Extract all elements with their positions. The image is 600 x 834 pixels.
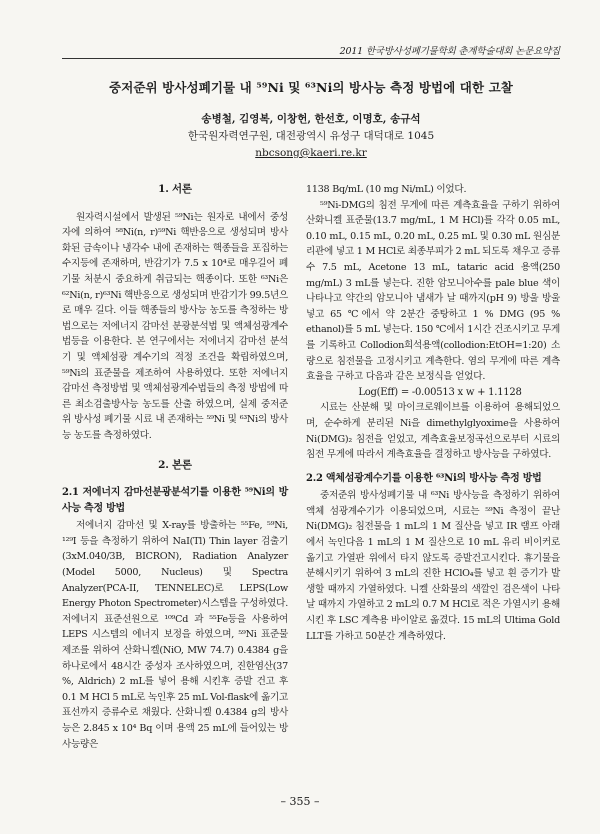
body-heading: 2. 본론 [158, 458, 192, 471]
left-column [62, 182, 288, 752]
correction-formula: Log(Eff) = -0.00513 x w + 1.1128 [358, 386, 522, 398]
author-names: 송병철, 김영복, 이창헌, 한선호, 이명호, 송규석 [201, 113, 421, 125]
author-affiliation: 한국원자력연구원, 대전광역시 유성구 대덕대로 1045 [187, 130, 435, 142]
conference-header: 2011 한국방사성폐기물학회 춘계학술대회 논문요약집 [339, 46, 560, 57]
subsection-1-paragraph: 저에너지 감마선 및 X-ray를 방출하는 ⁵⁵Fe, ⁵⁹Ni, ¹²⁹I 등을 측정하기 위하여 NaI(Tl) Thin layer 검출기(3xM.040/3B, BICRON), Radiation Analyzer (Model 5000, Nucleus) 및 Spectra Analyzer(PCA-II, TENNELEC)로 LEPS(Low Energy Photon Spectrometer)시스템을 구성하였다. 저에너지 표준선원으로 ¹⁰⁹Cd 과 ⁵⁵Fe등을 사용하여 LEPS 시스템의 에너지 보정을 하였으며, ⁵⁹Ni 표준물 제조를 위하여 산화니켈(NiO, MW 74.7) 0.4384 g을 하나로에서 48시간 중성자 조사하였으며, 진한염산(37 %, Aldrich) 2 mL를 넣어 용해 시킨후 증발 건고 후 0.1 M HCl 5 mL로 녹인후 25 mL Vol-flask에 옮기고 표선까지 증류수로 채웠다. 산화니켈 0.4384 g의 방사능은 2.845 x 10⁴ Bq 이며 용액 25 mL에 들어있는 방사능량은 [62, 520, 288, 750]
page-number: – 355 – [280, 795, 320, 808]
intro-paragraph: 원자력시설에서 발생된 ⁵⁹Ni는 원자로 내에서 중성자에 의하여 ⁵⁸Ni(n, r)⁵⁹Ni 핵반응으로 생성되며 방사화된 금속이나 냉각수 내에 존재하는 핵종들을 포집하는 수지등에 존재하며, 반감기가 7.5 x 10⁴로 매우길어 폐기물 처분시 중요하게 취급되는 핵종이다. 또한 ⁶³Ni은 ⁶²Ni(n, r)⁶³Ni 핵반응으로 생성되며 반감기가 99.5년으로 매우 길다. 이들 핵종들의 방사능 농도를 측정하는 방법으로는 저에너지 감마선 분광분석법 및 액체섬광계수법등을 이용한다. 본 연구에서는 저에너지 감마선 분석기 및 액체섬광 계수기의 적정 조건을 확립하였으며, ⁵⁹Ni의 표준물을 제조하여 사용하였다. 또한 저에너지 감마선 측정방법 및 액체섬광계수법들의 측정 방법에 따른 최소검출방사능 농도를 산출 하였으며, 실제 중저준위 방사성 폐기물 시료 내 존재하는 ⁵⁹Ni 및 ⁶³Ni의 방사능 농도를 측정하였다. [62, 211, 288, 441]
subsection-2-heading: 2.2 액체섬광계수기를 이용한 ⁶³Ni의 방사능 측정 방법 [306, 472, 542, 484]
header-rule [62, 58, 560, 59]
subsection-1-heading: 2.1 저에너지 감마선분광분석기를 이용한 ⁵⁹Ni의 방사능 측정 방법 [62, 487, 288, 514]
author-email: nbcsong@kaeri.re.kr [255, 147, 367, 159]
continued-text: 1138 Bq/mL (10 mg Ni/mL) 이었다. [306, 184, 467, 195]
subsection-2-paragraph: 중저준위 방사성폐기물 내 ⁶³Ni 방사능을 측정하기 위하여 액체 섬광계수기가 이용되었으며, 시료는 ⁵⁹Ni 측정이 끝난 Ni(DMG)₂ 침전물을 1 mL의 1 M 질산을 넣고 IR 램프 아래에서 녹인다음 1 mL의 1 M 질산으로 10 mL 유리 비이커로 옮기고 가열판 위에서 타지 않도록 증발건고시킨다. 휴기물을 분해시키기 위하여 3 mL의 진한 HClO₄를 넣고 흰 증기가 발생할 때까지 가열하였다. 니켈 산화물의 색깔인 검은색이 나타날 때까지 가열하고 2 mL의 0.7 M HCl로 적은 가열시키 용해시킨 후 LSC 계측용 바이알로 옮겼다. 15 mL의 Ultima Gold LLT를 가하고 50분간 계측하였다. [306, 490, 560, 642]
paper-title: 중저준위 방사성폐기물 내 ⁵⁹Ni 및 ⁶³Ni의 방사능 측정 방법에 대한 고찰 [109, 80, 513, 95]
efficiency-paragraph: ⁵⁹Ni-DMG의 침전 무게에 따른 계측효율을 구하기 위하여 산화니켈 표준물(13.7 mg/mL, 1 M HCl)를 각각 0.05 mL, 0.10 mL, 0.15 mL, 0.20 mL, 0.25 mL 및 0.30 mL 원심분리관에 넣고 1 M HCl로 최종부피가 2 mL 되도록 채우고 증류수 7.5 mL, Acetone 13 mL, tataric acid 용액(250 mg/mL) 3 mL를 넣는다. 진한 암모니아수를 pale blue 색이 나타나고 약간의 암모니아 냄새가 날 때까지(pH 9) 방울 방울 넣고 65 ℃에서 약 2분간 중탕하고 1 % DMG (95 % ethanol)를 5 mL 넣는다. 150 ℃에서 1시간 건조시키고 무게를 기록하고 Collodion희석용액(collodion:EtOH=1:20) 소량으로 침전물을 고정시키고 계측한다. 염의 무게에 따른 계측효율을 구하고 다음과 같은 보정식을 얻었다. [306, 199, 560, 383]
right-column [306, 182, 560, 644]
intro-heading: 1. 서론 [158, 183, 192, 195]
author-block [62, 111, 560, 162]
sample-paragraph: 시료는 산분해 및 마이크로웨이브를 이용하여 용해되었으며, 순수하게 분리된 Ni을 dimethylglyoxime을 사용하여 Ni(DMG)₂ 침전을 얻었고, 계측효율보정곡선으로부터 시료의 침전 무게에 따라서 계측효율을 결정하고 방사능을 구하였다. [306, 402, 560, 461]
